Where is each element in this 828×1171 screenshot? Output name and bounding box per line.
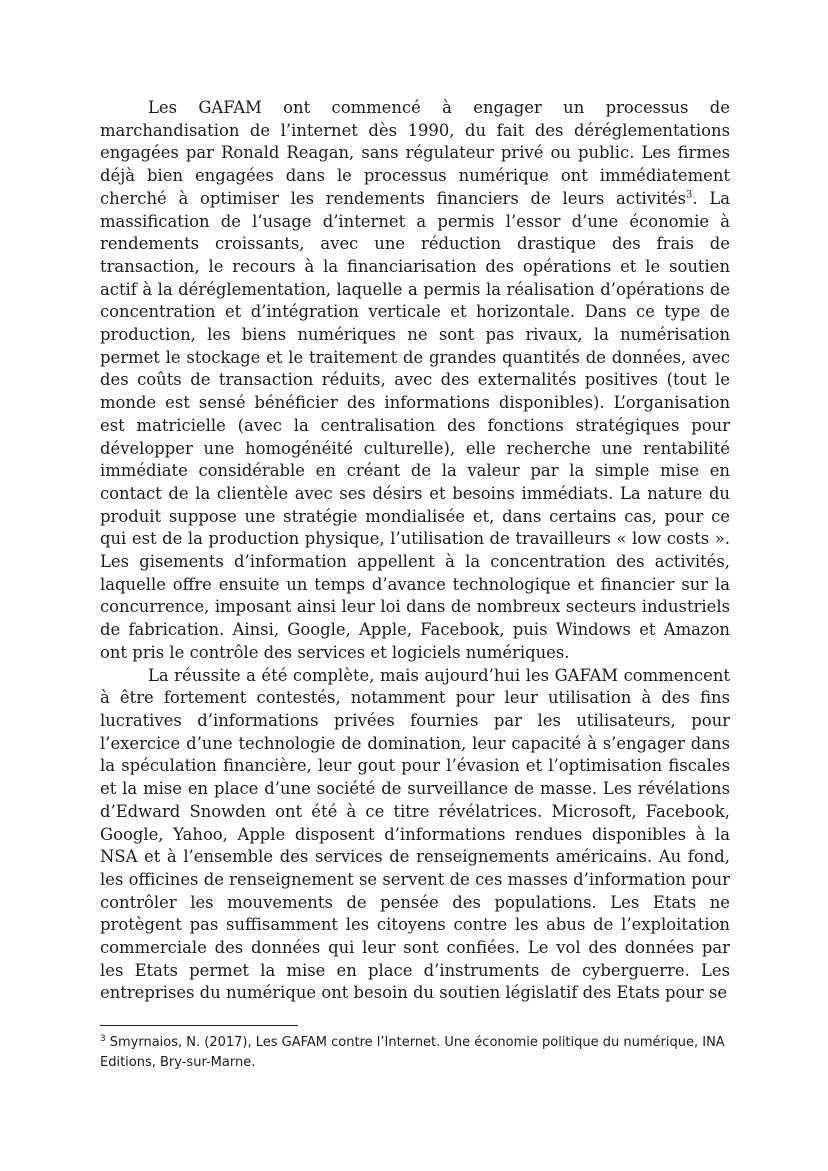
paragraph-1-text-end: . La massification de l’usage d’internet a permis l’essor d’une économie à rendements croissants, avec une réduction drastique des frais de transaction, le recours à la financiarisation des opérations et le soutien actif à la déréglementation, laquelle a permis la réalisation d’opérations de concentration et d’intégration verticale et horizontale. Dans ce type de production, les biens numériques ne sont pas rivaux, la numérisation permet le stockage et le traitement de grandes quantités de données, avec des coûts de transaction réduits, avec des externalités positives (tout le monde est sensé bénéficier des informations disponibles). L’organisation est matricielle (avec la centralisation des fonctions stratégiques pour développer une homogénéité culturelle), elle recherche une rentabilité immédiate considérable en créant de la valeur par la simple mise en contact de la clientèle avec ses désirs et besoins immédiats. La nature du produit suppose une stratégie mondialisée et, dans certains cas, pour ce qui est de la production physique, l’utilisation de travailleurs « low costs ». Les gisements d’information appellent à la concentration des activités, laquelle offre ensuite un temps d’avance technologique et financier sur la concurrence, imposant ainsi leur loi dans de nombreux secteurs industriels de fabrication. Ainsi, Google, Apple, Facebook, puis Windows et Amazon ont pris le contrôle des services et logiciels numériques. (100, 188, 730, 662)
paragraph-1-text-start: Les GAFAM ont commencé à engager un processus de marchandisation de l’internet dès 1990, du fait des déréglementations engagées par Ronald Reagan, sans régulateur privé ou public. Les firmes déjà bien engagées dans le processus numérique ont immédiatement cherché à optimiser les rendements financiers de leurs activités (100, 98, 730, 208)
paragraph-2: La réussite a été complète, mais aujourd’hui les GAFAM commencent à être fortement contestés, notamment pour leur utilisation à des fins lucratives d’informations privées fournies par les utilisateurs, pour l’exercice d’une technologie de domination, leur capacité à s’engager dans la spéculation financière, leur gout pour l’évasion et l’optimisation fiscales et la mise en place d’une société de surveillance de masse. Les révélations d’Edward Snowden ont été à ce titre révélatrices. Microsoft, Facebook, Google, Yahoo, Apple disposent d’informations rendues disponibles à la NSA et à l’ensemble des services de renseignements américains. Au fond, les officines de renseignement se servent de ces masses d’information pour contrôler les mouvements de pensée des populations. Les Etats ne protègent pas suffisamment les citoyens contre les abus de l’exploitation commerciale des données qui leur sont confiées. Le vol des données par les Etats permet la mise en place d’instruments de cyberguerre. Les entreprises du numérique ont besoin du soutien législatif des Etats pour se (100, 665, 730, 1003)
footnote-marker: 3 (100, 1033, 106, 1044)
footnote-reference: 3 (686, 189, 693, 201)
page-body (100, 97, 730, 1005)
footnote-text: Smyrnaios, N. (2017), Les GAFAM contre l’Internet. Une économie politique du numérique, INA Editions, Bry-sur-Marne. (100, 1035, 725, 1070)
footnote (100, 1033, 730, 1073)
footnote-separator (100, 1025, 298, 1026)
paragraph-1 (100, 97, 730, 665)
